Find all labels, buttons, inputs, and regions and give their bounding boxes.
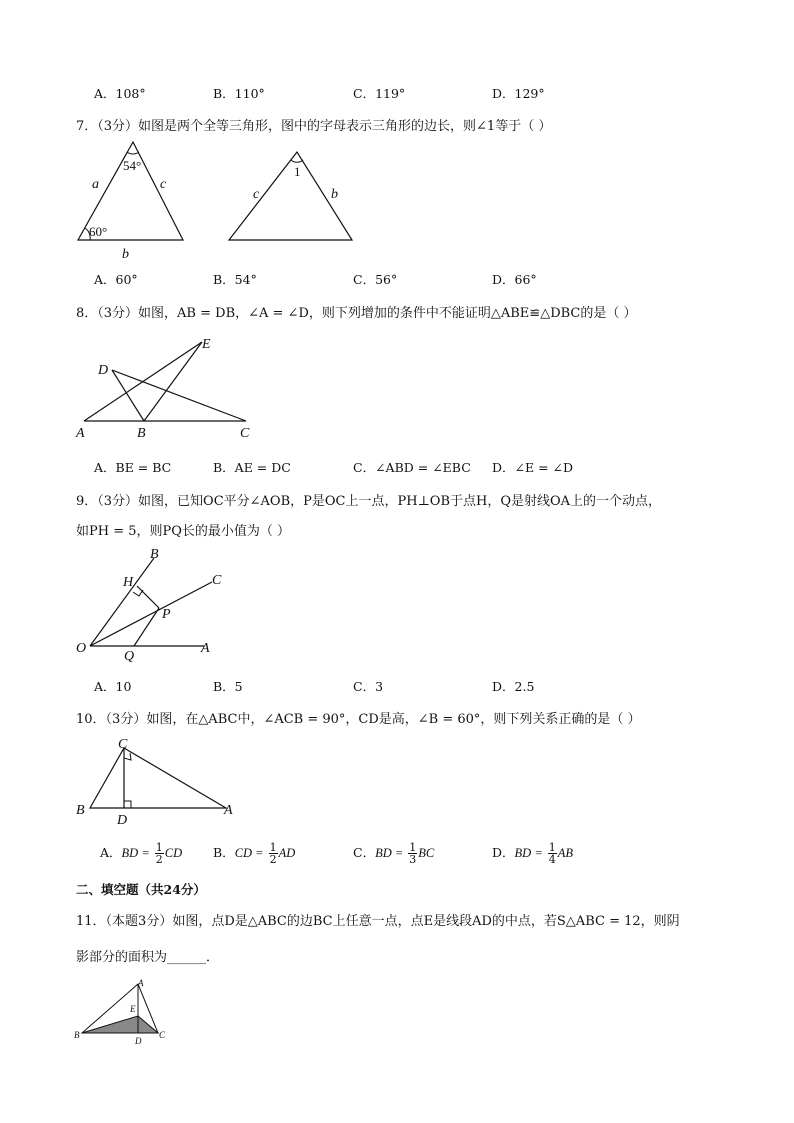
q8-option-b: B．AE = DC [213,460,291,475]
q8-line-be [144,342,202,421]
q9-label-p: P [162,607,171,622]
q8-label-e: E [202,337,211,352]
q7-right-angle-1: 1 [294,164,301,179]
q7-figure-left [70,140,190,260]
q7-left-side-a: a [92,177,99,192]
q6-option-c: C．119° [353,86,406,101]
q9-option-b: B．5 [213,679,243,694]
q9-label-b: B [150,547,159,562]
q8-label-d: D [98,363,109,378]
q9-ray-oc [90,582,212,646]
q9-stem-line2: 如PH = 5，则PQ长的最小值为（ ） [76,524,291,539]
section-2-title: 二、填空题（共24分） [76,882,206,897]
q8-label-b: B [137,426,146,441]
q10-option-d: D．BD = $\frac{1}{4}$ AB [492,841,574,866]
q9-label-a: A [201,641,210,656]
q9-line-hp [137,586,159,608]
q10-option-a: A．BD = $\frac{1}{2}$ CD [100,841,183,866]
q6-option-a: A．108° [94,86,146,101]
q9-option-a: A．10 [94,679,132,694]
q10-right-angle-c [124,753,131,760]
q8-option-a: A．BE = BC [94,460,172,475]
q9-line-pq [134,608,159,646]
q9-label-o: O [76,641,87,656]
q7-left-side-b: b [122,247,129,262]
q7-right-top-arc [291,160,303,162]
q11-stem-line2: 影部分的面积为______． [76,950,220,965]
q11-shaded-region [82,1016,138,1033]
q7-option-c: C．56° [353,272,398,287]
q8-option-c: C．∠ABD = ∠EBC [353,460,471,475]
q7-right-side-c: c [253,187,260,202]
q7-left-side-c: c [160,177,167,192]
q9-figure [74,546,234,664]
q7-left-angle-bl: 60° [89,224,108,239]
q8-label-a: A [76,426,85,441]
q11-label-d: D [135,1036,142,1046]
q10-option-c: C．BD = $\frac{1}{3}$ BC [353,841,435,866]
q7-left-angle-top: 54° [123,158,142,173]
q6-option-d: D．129° [492,86,545,101]
q7-option-a: A．60° [94,272,138,287]
q11-label-c: C [159,1030,166,1040]
q11-label-a: A [138,978,144,988]
q7-figure-right [225,150,365,250]
q9-option-c: C．3 [353,679,384,694]
q11-label-e: E [130,1004,136,1014]
q7-right-side-b: b [331,187,338,202]
q9-stem-line1: 9．（3分）如图，已知OC平分∠AOB，P是OC上一点，PH⊥OB于点H，Q是射线OA上的一个动点， [76,494,662,509]
q7-stem: 7．（3分）如图是两个全等三角形，图中的字母表示三角形的边长，则∠1等于（ ） [76,119,552,134]
q8-line-dc [112,370,246,421]
q7-option-d: D．66° [492,272,537,287]
q10-option-b: B．CD = $\frac{1}{2}$ AD [213,841,296,866]
q10-label-c: C [118,737,128,752]
q9-option-d: D．2.5 [492,679,535,694]
q11-label-b: B [74,1030,80,1040]
q9-label-q: Q [124,649,135,664]
q10-figure [74,736,244,831]
q10-stem: 10．（3分）如图，在△ABC中，∠ACB = 90°，CD是高，∠B = 60°，则下列关系正确的是（ ） [76,712,641,727]
q7-left-top-arc [127,152,139,154]
q11-figure [72,976,182,1046]
q10-triangle [90,748,226,808]
q8-option-d: D．∠E = ∠D [492,460,574,475]
q7-option-b: B．54° [213,272,257,287]
q8-label-c: C [240,426,250,441]
q10-label-b: B [76,803,85,818]
q8-line-db [112,370,144,421]
q6-option-b: B．110° [213,86,265,101]
q11-stem-line1: 11．（本题3分）如图，点D是△ABC的边BC上任意一点，点E是线段AD的中点，若S△ABC = 12，则阴 [76,914,680,929]
q9-label-c: C [212,573,222,588]
q9-label-h: H [123,575,134,590]
q10-label-a: A [224,803,233,818]
q10-label-d: D [117,813,128,828]
q9-ray-ob [90,558,154,646]
q8-stem: 8．（3分）如图，AB = DB，∠A = ∠D，则下列增加的条件中不能证明△ABE≌△DBC的是（ ） [76,306,637,321]
q8-figure [74,334,264,439]
q10-right-angle-d [124,801,131,808]
